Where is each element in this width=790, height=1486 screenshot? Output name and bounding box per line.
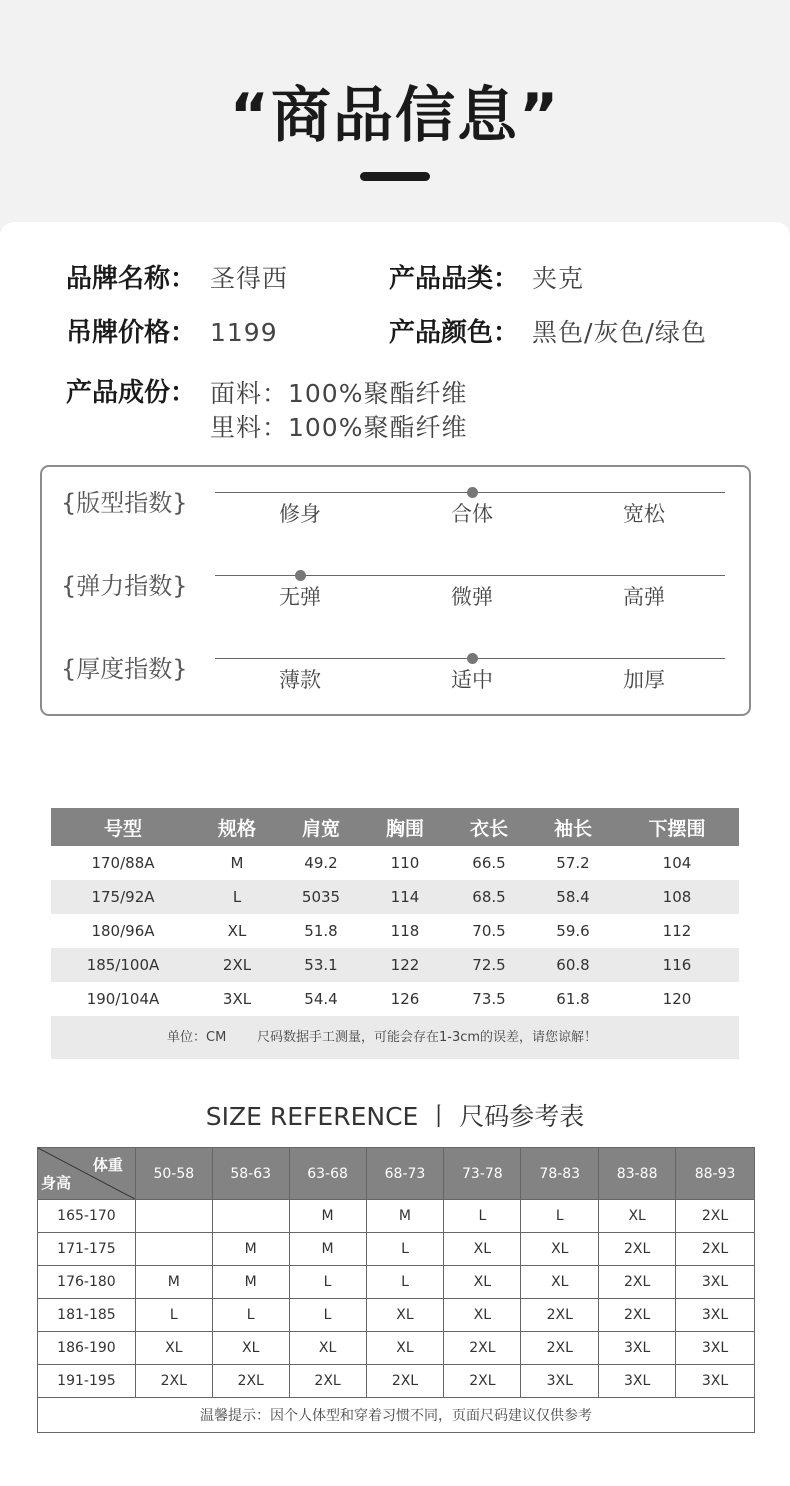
table-cell: M (366, 1200, 444, 1233)
table-header-row (38, 1148, 755, 1200)
table-cell: 118 (390, 922, 420, 940)
table-cell: 3XL (599, 1365, 676, 1398)
table-cell: 59.6 (556, 922, 590, 940)
unit-note: 单位：CM (167, 1030, 227, 1045)
price-label: 吊牌价格： (66, 318, 197, 348)
table-cell: 180/96A (91, 922, 155, 940)
category-label: 产品品类： (389, 264, 520, 294)
size-measurement-table (51, 808, 739, 1016)
fit-index-name: {版型指数} (61, 489, 188, 517)
column-header: 规格 (195, 808, 279, 846)
table-cell: 116 (615, 948, 739, 982)
fit-option-slim: 修身 (279, 502, 321, 526)
table-row (51, 914, 739, 948)
table-cell: 2XL (444, 1332, 521, 1365)
table-cell: 53.1 (279, 948, 363, 982)
table-cell: 185/100A (51, 948, 195, 982)
table-cell: 3XL (676, 1299, 755, 1332)
size-tip: 温馨提示：因个人体型和穿着习惯不同，页面尺码建议仅供参考 (38, 1398, 755, 1433)
color-value: 黑色/灰色/绿色 (532, 318, 707, 347)
table-cell: XL (444, 1266, 521, 1299)
table-cell: 3XL (222, 990, 252, 1008)
corner-header (38, 1148, 136, 1200)
column-header: 下摆围 (615, 808, 739, 846)
table-cell: XL (366, 1332, 444, 1365)
size-reference-title: SIZE REFERENCE 丨 尺码参考表 (205, 1102, 585, 1131)
table-cell: 51.8 (304, 922, 338, 940)
table-row (38, 1233, 755, 1266)
column-header: 63-68 (289, 1148, 366, 1200)
category-value: 夹克 (532, 264, 585, 293)
table-cell: 186-190 (38, 1332, 136, 1365)
table-cell: L (195, 880, 279, 914)
table-cell: 2XL (599, 1299, 676, 1332)
table-cell: 170/88A (91, 854, 155, 872)
table-cell (135, 1233, 212, 1266)
table-cell: 58.4 (531, 880, 615, 914)
table-row (38, 1299, 755, 1332)
page-title: “商品信息” (229, 81, 561, 151)
table-cell: 122 (363, 948, 447, 982)
composition-label: 产品成份： (66, 378, 197, 408)
price-value: 1199 (210, 318, 278, 347)
table-cell: 3XL (676, 1332, 755, 1365)
table-cell: 165-170 (38, 1200, 136, 1233)
table-cell: XL (366, 1299, 444, 1332)
table-cell: L (366, 1266, 444, 1299)
table-row (38, 1365, 755, 1398)
column-header: 袖长 (531, 808, 615, 846)
column-header: 号型 (51, 808, 195, 846)
column-header: 衣长 (447, 808, 531, 846)
table-cell: 54.4 (304, 990, 338, 1008)
table-cell: 72.5 (447, 948, 531, 982)
table-cell: M (212, 1266, 289, 1299)
brand-label: 品牌名称： (66, 264, 197, 294)
table-cell: 2XL (599, 1266, 676, 1299)
stretch-index-marker (295, 570, 306, 581)
table-cell: 112 (662, 922, 692, 940)
table-cell: XL (599, 1200, 676, 1233)
table-cell: L (212, 1299, 289, 1332)
header-section (0, 0, 790, 230)
table-cell: 49.2 (304, 854, 338, 872)
table-cell: XL (521, 1266, 599, 1299)
table-cell: 2XL (599, 1233, 676, 1266)
table-cell: L (444, 1200, 521, 1233)
thickness-index-marker (467, 653, 478, 664)
table-cell: 3XL (676, 1365, 755, 1398)
table-cell: 57.2 (556, 854, 590, 872)
table-cell: M (230, 854, 244, 872)
table-cell: XL (444, 1233, 521, 1266)
table-cell: 5035 (279, 880, 363, 914)
table-cell: 2XL (444, 1365, 521, 1398)
table-cell: 61.8 (556, 990, 590, 1008)
column-header: 78-83 (521, 1148, 599, 1200)
thickness-option-thin: 薄款 (279, 668, 321, 692)
thickness-option-thick: 加厚 (623, 668, 665, 692)
fit-index-marker (467, 487, 478, 498)
size-table-note (51, 1016, 739, 1059)
table-row (51, 948, 739, 982)
table-row (51, 880, 739, 914)
table-cell: 66.5 (472, 854, 506, 872)
table-cell: 60.8 (531, 948, 615, 982)
column-header: 胸围 (363, 808, 447, 846)
column-header: 73-78 (444, 1148, 521, 1200)
fit-option-loose: 宽松 (623, 502, 665, 526)
fit-option-regular: 合体 (451, 502, 493, 526)
column-header: 83-88 (599, 1148, 676, 1200)
table-cell: 176-180 (38, 1266, 136, 1299)
table-cell: 2XL (521, 1332, 599, 1365)
table-cell: 108 (615, 880, 739, 914)
title-underline (360, 172, 430, 181)
fit-index-panel (40, 465, 751, 716)
stretch-index-track (215, 575, 725, 576)
table-cell: 70.5 (472, 922, 506, 940)
table-cell: L (135, 1299, 212, 1332)
table-cell: 3XL (521, 1365, 599, 1398)
table-cell: 2XL (521, 1299, 599, 1332)
table-row (38, 1332, 755, 1365)
thickness-option-medium: 适中 (451, 668, 493, 692)
table-cell: XL (521, 1233, 599, 1266)
stretch-index-name: {弹力指数} (61, 572, 188, 600)
table-cell: 126 (390, 990, 420, 1008)
table-cell: 3XL (599, 1332, 676, 1365)
brand-value: 圣得西 (210, 264, 289, 293)
table-row (51, 846, 739, 880)
composition-lining: 里料：100%聚酯纤维 (210, 413, 468, 442)
size-reference-table (37, 1147, 755, 1433)
measurement-note: 尺码数据手工测量，可能会存在1-3cm的误差，请您谅解！ (257, 1030, 598, 1045)
table-cell: 114 (363, 880, 447, 914)
table-header-row (51, 808, 739, 846)
table-row (51, 982, 739, 1016)
table-cell: XL (444, 1299, 521, 1332)
table-cell: M (289, 1200, 366, 1233)
table-cell: XL (212, 1332, 289, 1365)
table-cell: 175/92A (51, 880, 195, 914)
table-cell: M (135, 1266, 212, 1299)
table-cell: 181-185 (38, 1299, 136, 1332)
weight-axis-label: 体重 (92, 1156, 123, 1174)
color-label: 产品颜色： (389, 318, 520, 348)
table-cell: 190/104A (86, 990, 160, 1008)
column-header: 58-63 (212, 1148, 289, 1200)
table-cell: 73.5 (472, 990, 506, 1008)
table-cell: XL (135, 1332, 212, 1365)
table-cell: L (366, 1233, 444, 1266)
table-cell: M (289, 1233, 366, 1266)
table-cell: M (212, 1233, 289, 1266)
table-cell: 2XL (212, 1365, 289, 1398)
table-row (38, 1398, 755, 1433)
table-cell: 68.5 (447, 880, 531, 914)
table-cell: 2XL (366, 1365, 444, 1398)
table-cell: L (289, 1299, 366, 1332)
column-header: 50-58 (135, 1148, 212, 1200)
thickness-index-name: {厚度指数} (61, 655, 188, 683)
table-cell: L (289, 1266, 366, 1299)
column-header: 肩宽 (279, 808, 363, 846)
table-cell: 2XL (289, 1365, 366, 1398)
stretch-option-slight: 微弹 (451, 585, 493, 609)
column-header: 88-93 (676, 1148, 755, 1200)
table-cell (212, 1200, 289, 1233)
table-cell: 191-195 (38, 1365, 136, 1398)
table-cell: 171-175 (38, 1233, 136, 1266)
table-cell: 3XL (676, 1266, 755, 1299)
table-row (38, 1200, 755, 1233)
table-cell: 2XL (135, 1365, 212, 1398)
column-header: 68-73 (366, 1148, 444, 1200)
table-cell: L (521, 1200, 599, 1233)
composition-outer: 面料：100%聚酯纤维 (210, 379, 468, 408)
stretch-option-none: 无弹 (279, 585, 321, 609)
height-axis-label: 身高 (41, 1174, 72, 1192)
table-cell: 2XL (676, 1200, 755, 1233)
table-cell (135, 1200, 212, 1233)
table-row (38, 1266, 755, 1299)
table-cell: XL (289, 1332, 366, 1365)
stretch-option-high: 高弹 (623, 585, 665, 609)
table-cell: 120 (662, 990, 692, 1008)
table-cell: 2XL (676, 1233, 755, 1266)
table-cell: XL (227, 922, 247, 940)
table-cell: 110 (390, 854, 420, 872)
table-cell: 104 (662, 854, 692, 872)
table-cell: 2XL (195, 948, 279, 982)
